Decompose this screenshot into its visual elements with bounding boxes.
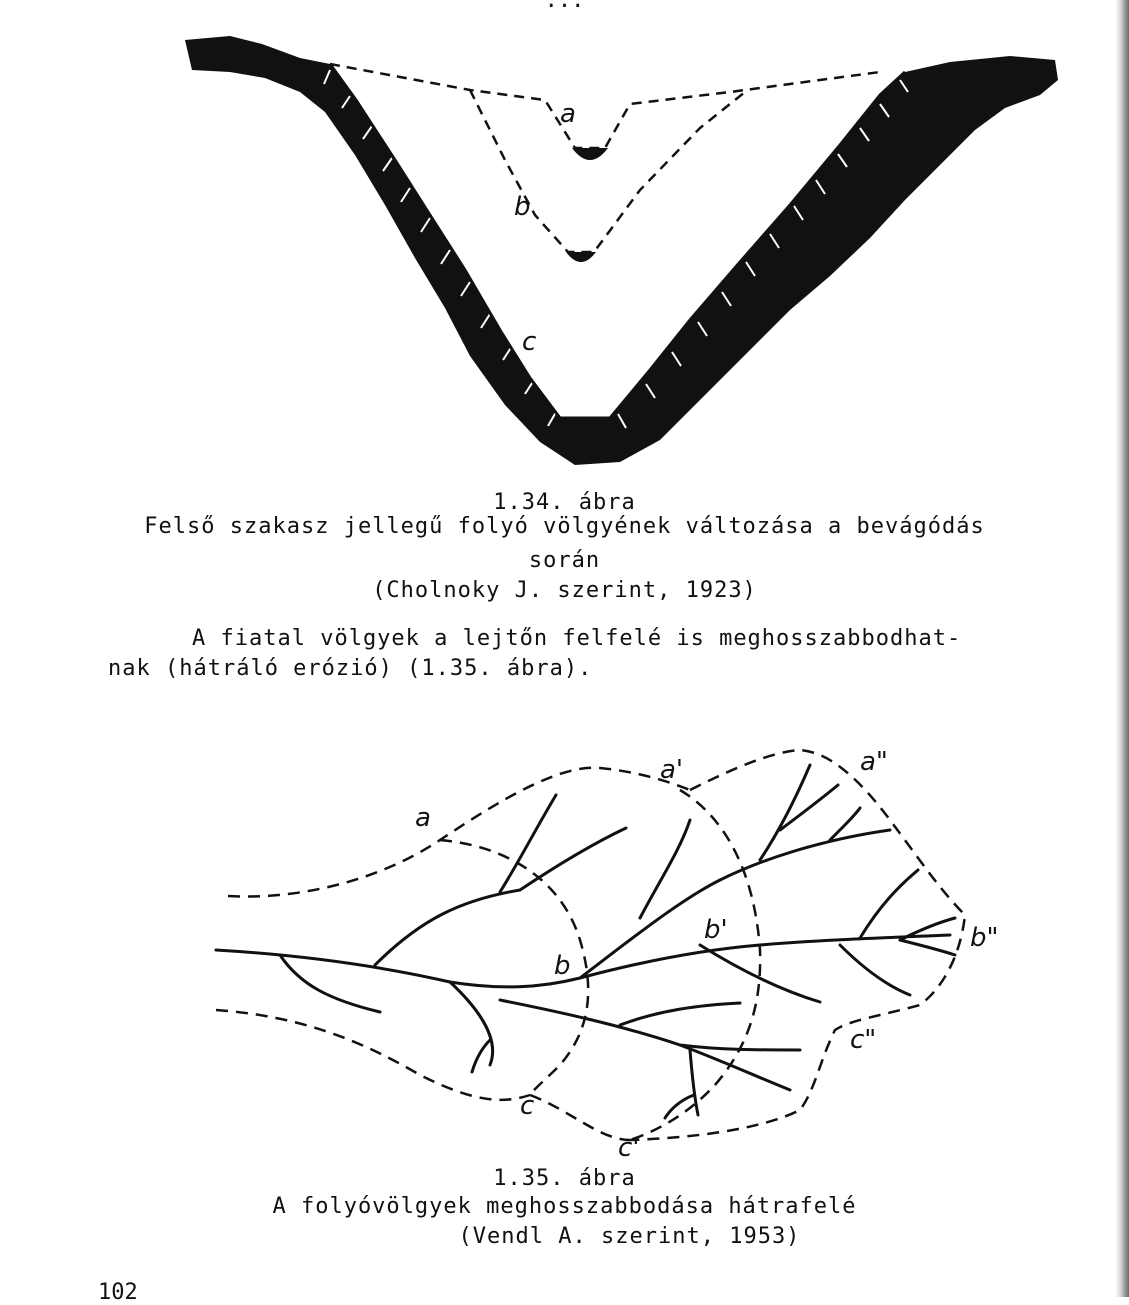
catchment-boundaries [216, 750, 965, 1140]
figure-1-35-caption-number: 1.35. ábra [493, 1166, 636, 1191]
network-label-b: b [554, 951, 571, 981]
header-fragment: ... [544, 0, 585, 13]
network-label-a-double-prime: a" [860, 747, 888, 777]
figure-1-34-caption-number: 1.34. ábra [493, 490, 636, 515]
tributary-southeast-2 [840, 945, 910, 995]
paragraph-line-2: nak (hátráló erózió) (1.35. ábra). [108, 656, 593, 681]
tributary-south-4 [500, 1000, 790, 1090]
tributary-east-3 [900, 940, 955, 955]
tributary-north-2 [500, 795, 556, 892]
figure-1-34-caption-source: (Cholnoky J. szerint, 1923) [372, 578, 757, 603]
tributary-south-1 [280, 955, 380, 1012]
tributary-south-3 [472, 1040, 490, 1072]
network-label-b-double-prime: b" [970, 923, 999, 953]
tributary-south-8 [665, 1095, 694, 1118]
network-label-c-double-prime: c" [850, 1025, 877, 1055]
profile-label-c: c [522, 327, 537, 357]
profile-label-a: a [560, 99, 576, 129]
boundary-stage-a1-bottom [530, 1095, 630, 1140]
figure-1-34-caption-title: Felső szakasz jellegű folyó völgyének változása a bevágódás [144, 514, 985, 539]
network-label-c-prime: c' [618, 1133, 640, 1163]
tributary-north-1 [375, 828, 626, 965]
figure-1-35-caption-source: (Vendl A. szerint, 1953) [458, 1224, 801, 1249]
network-label-b-prime: b' [704, 915, 728, 945]
profile-label-b: b [514, 192, 531, 222]
tributary-east-1 [860, 870, 918, 938]
river-network [216, 765, 955, 1118]
paragraph-line-1: A fiatal völgyek a lejtőn felfelé is meghosszabbodhat- [192, 626, 962, 651]
network-label-c: c [520, 1091, 535, 1121]
main-river [216, 935, 950, 987]
figure-1-35-caption-title: A folyóvölgyek meghosszabbodása hátrafelé [272, 1194, 857, 1219]
tributary-south-2 [450, 982, 493, 1065]
network-label-a: a [415, 803, 431, 833]
figure-1-34-caption-title-cont: során [528, 548, 601, 573]
page-edge-shadow [1115, 0, 1129, 1297]
network-label-a-prime: a' [660, 755, 684, 785]
page-number: 102 [98, 1280, 138, 1305]
tributary-south-5 [620, 1003, 740, 1025]
